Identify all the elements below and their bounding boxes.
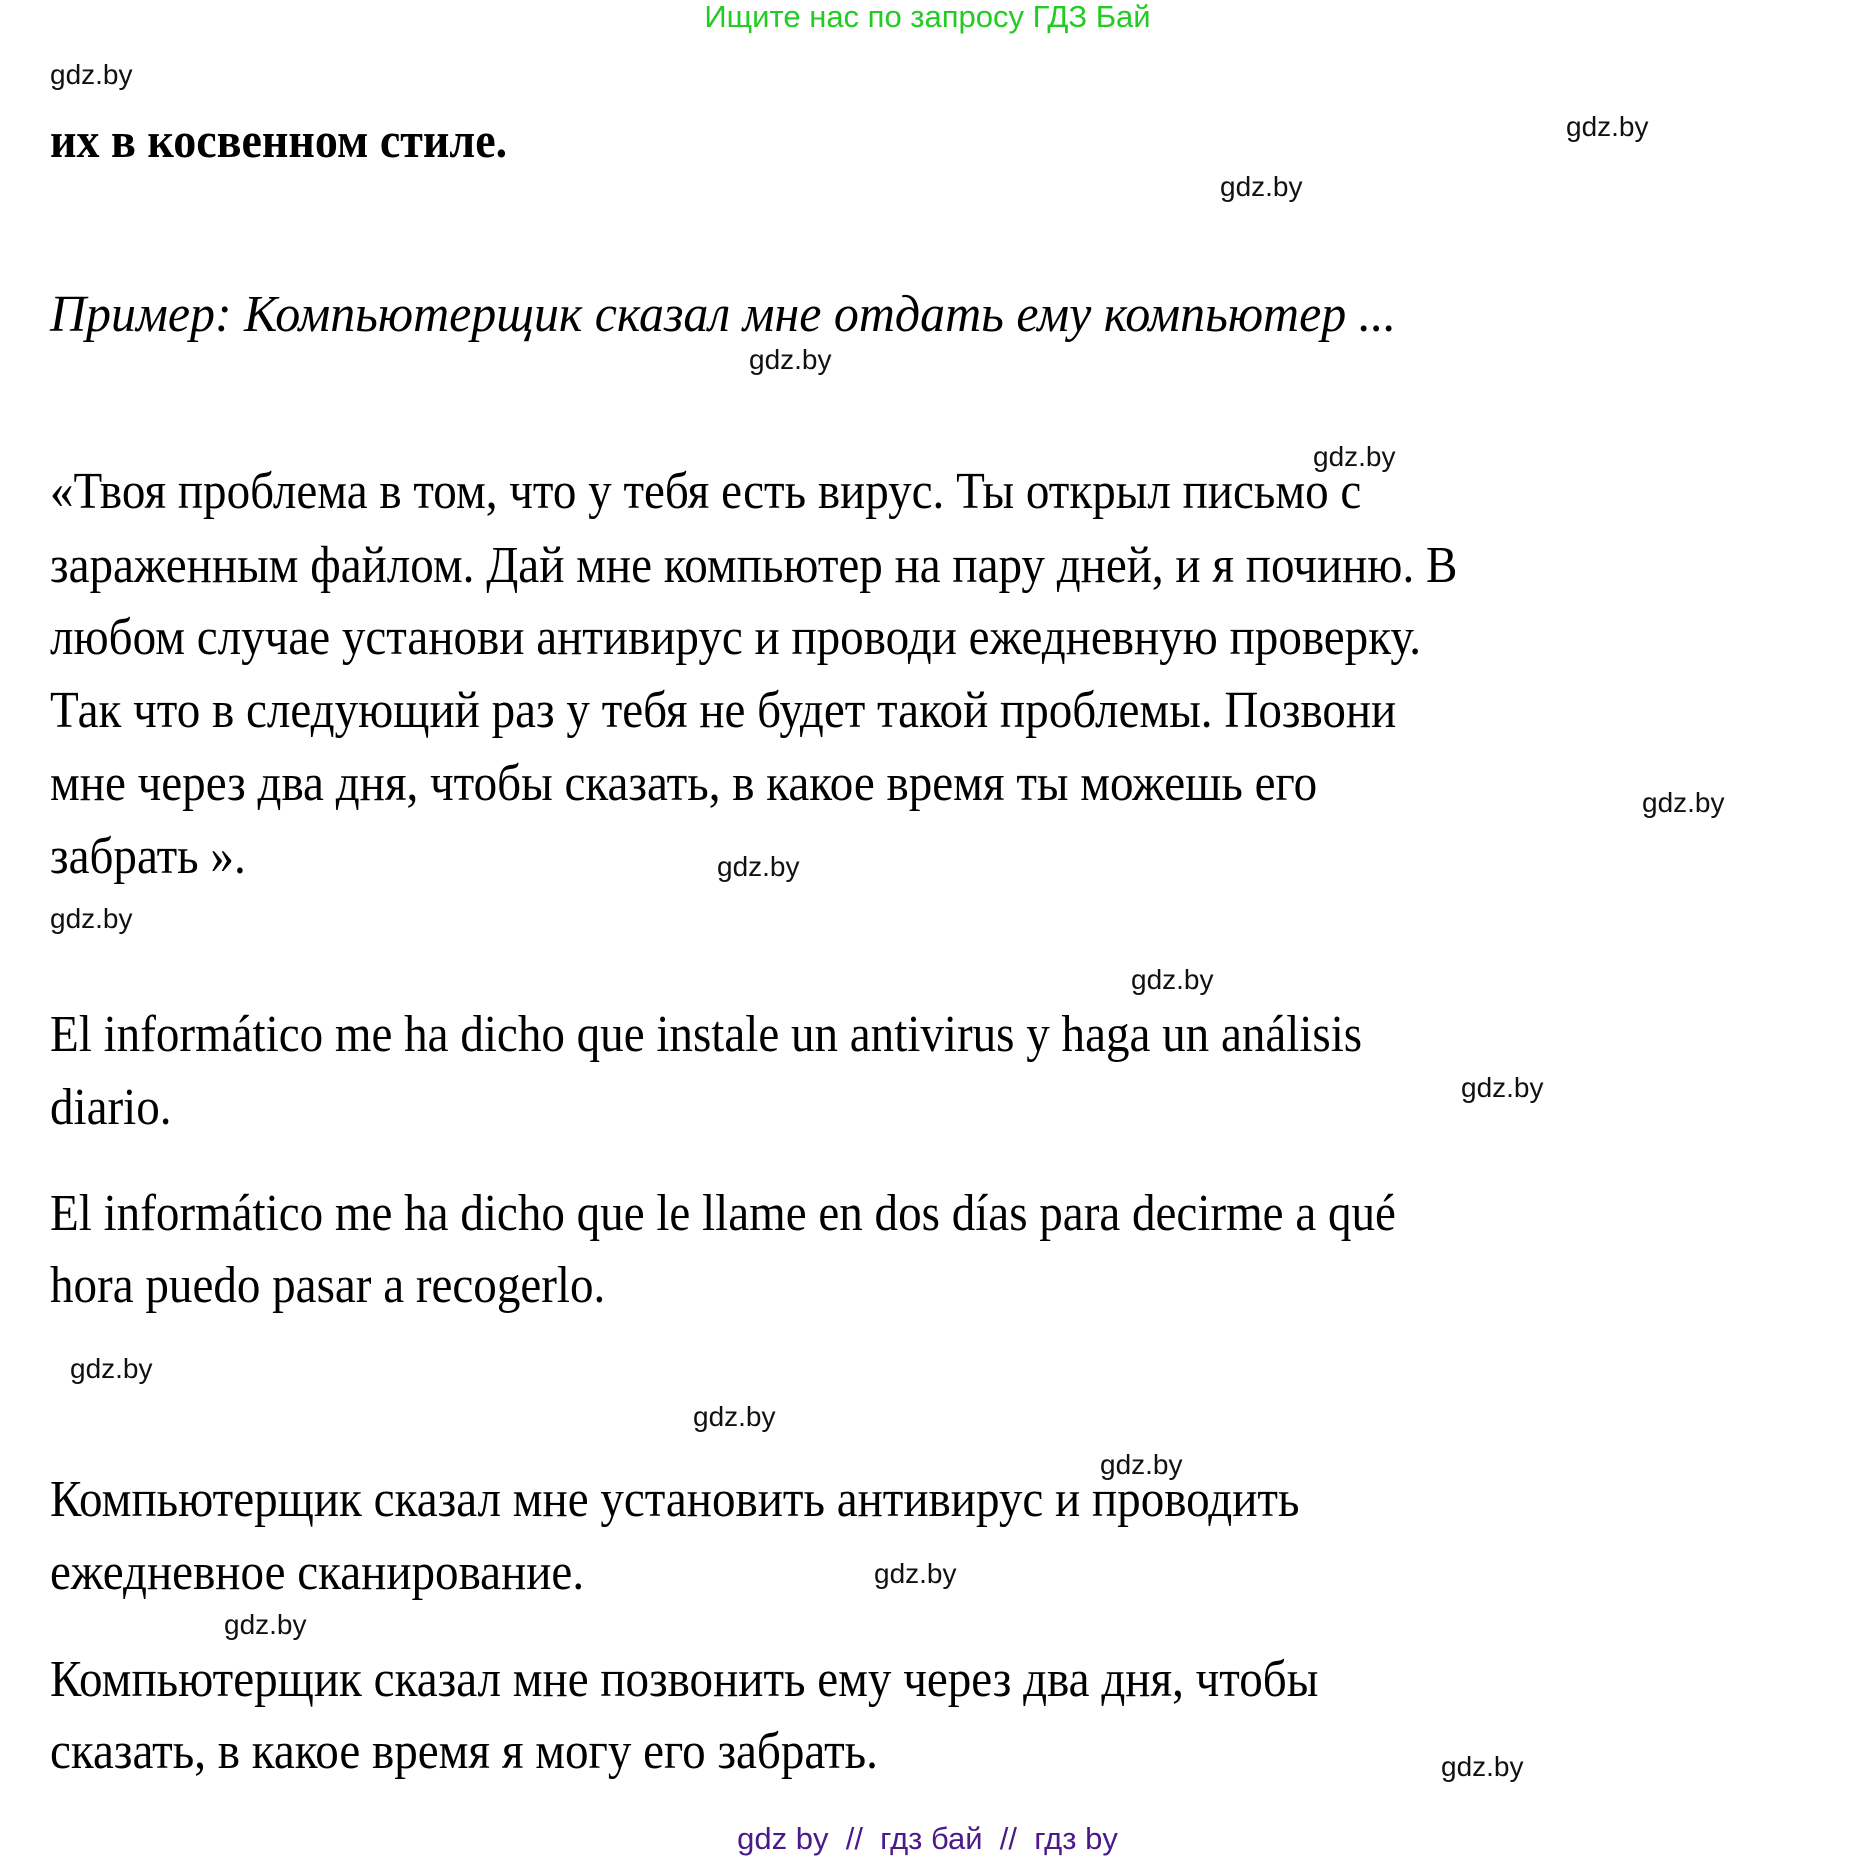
spanish-answer-line: diario. [50, 1079, 172, 1136]
watermark: gdz.by [1131, 964, 1214, 995]
watermark: gdz.by [50, 903, 133, 934]
quote-line: любом случае установи антивирус и проводи ежедневную проверку. [50, 609, 1421, 666]
watermark: gdz.by [874, 1558, 957, 1589]
quote-line: Так что в следующий раз у тебя не будет такой проблемы. Позвони [50, 682, 1397, 739]
russian-translation-line: сказать, в какое время я могу его забрать. [50, 1723, 878, 1780]
watermark: gdz.by [1313, 441, 1396, 472]
quote-line: мне через два дня, чтобы сказать, в какое время ты можешь его [50, 755, 1318, 812]
russian-translation-line: ежедневное сканирование. [50, 1544, 585, 1601]
quote-line: забрать ». [50, 828, 246, 885]
watermark: gdz.by [1100, 1449, 1183, 1480]
watermark: gdz.by [1220, 171, 1303, 202]
search-hint-banner: Ищите нас по запросу ГДЗ Бай [704, 0, 1151, 34]
watermark: gdz.by [1566, 111, 1649, 142]
russian-translation-line: Компьютерщик сказал мне позвонить ему через два дня, чтобы [50, 1651, 1319, 1708]
quote-line: зараженным файлом. Дай мне компьютер на пару дней, и я починю. В [50, 537, 1458, 594]
watermark: gdz.by [70, 1353, 153, 1384]
russian-translation-line: Компьютерщик сказал мне установить антивирус и проводить [50, 1471, 1300, 1528]
spanish-answer-line: hora puedo pasar a recogerlo. [50, 1257, 606, 1314]
spanish-answer-line: El informático me ha dicho que instale un antivirus y haga un análisis [50, 1006, 1363, 1063]
spanish-answer-line: El informático me ha dicho que le llame en dos días para decirme a qué [50, 1185, 1396, 1242]
watermark: gdz.by [1461, 1072, 1544, 1103]
watermark: gdz.by [224, 1609, 307, 1640]
footer-site-links: gdz by // гдз бай // гдз by [737, 1821, 1118, 1856]
task-title: их в косвенном стиле. [50, 112, 508, 168]
quote-line: «Твоя проблема в том, что у тебя есть вирус. Ты открыл письмо с [50, 463, 1362, 520]
watermark: gdz.by [1441, 1751, 1524, 1782]
watermark: gdz.by [717, 851, 800, 882]
watermark: gdz.by [50, 59, 133, 90]
watermark: gdz.by [749, 344, 832, 375]
watermark: gdz.by [693, 1401, 776, 1432]
watermark: gdz.by [1642, 787, 1725, 818]
example-sentence: Пример: Компьютерщик сказал мне отдать ему компьютер ... [50, 286, 1397, 343]
